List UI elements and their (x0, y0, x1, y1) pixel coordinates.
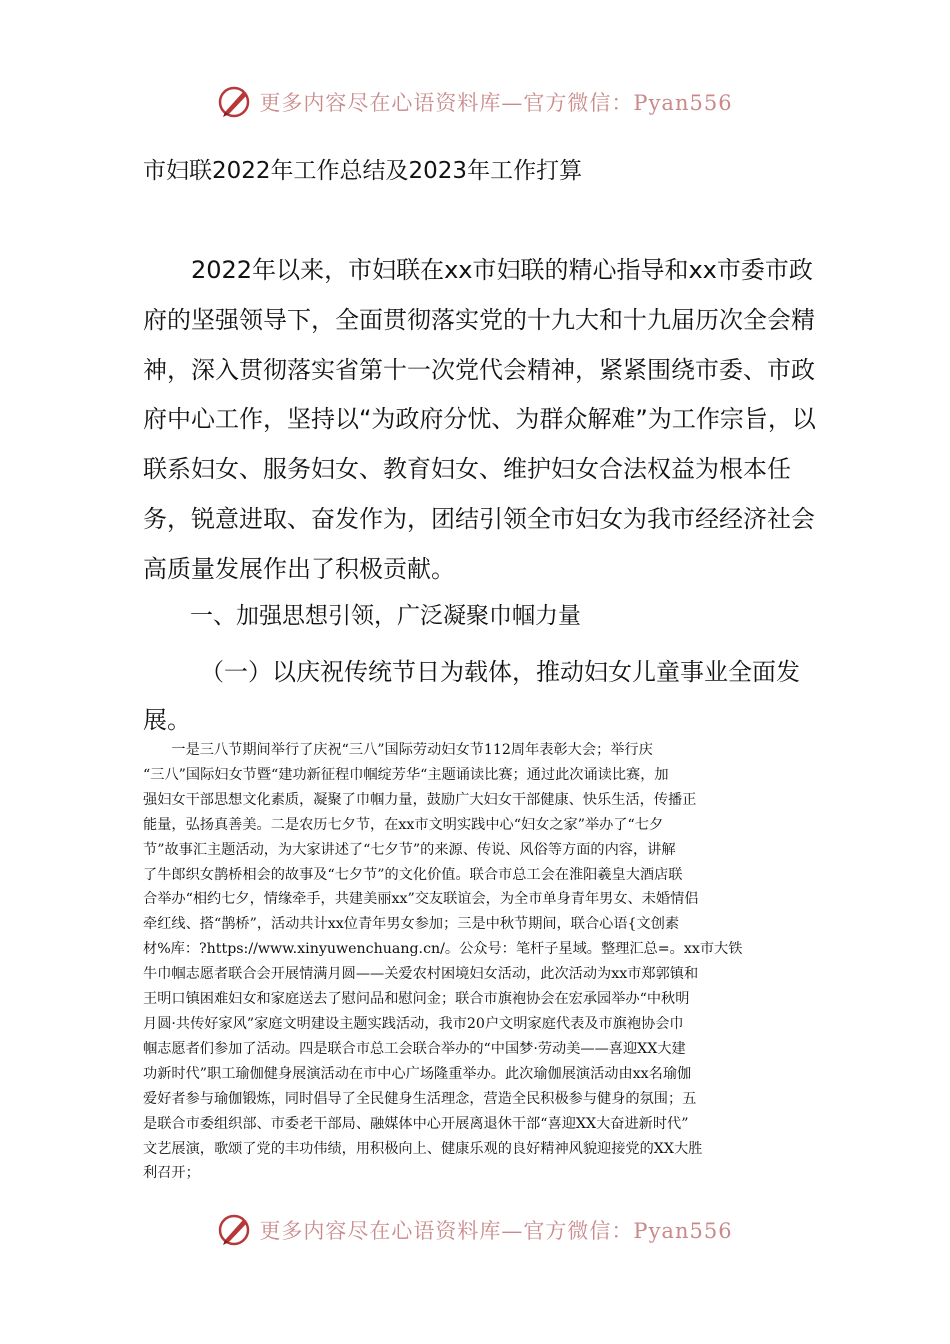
body-line: 王明口镇困难妇女和家庭送去了慰问品和慰问金；联合市旗袍协会在宏承园举办“中秋明 (143, 991, 690, 1008)
body-line: 是联合市委组织部、市委老干部局、融媒体中心开展离退休干部“喜迎XX大奋进新时代” (143, 1115, 689, 1132)
body-paragraph (143, 738, 807, 1186)
document-title: 市妇联2022年工作总结及2023年工作打算 (143, 158, 583, 184)
body-line: 利召开； (143, 1165, 200, 1182)
intro-paragraph-text: 2022年以来，市妇联在xx市妇联的精心指导和xx市委市政府的坚强领导下，全面贯彻落实党的十九大和十九届历次全会精神，深入贯彻落实省第十一次党代会精神，紧紧围绕市委、市政府中心工作，坚持以“为政府分忧、为群众解难”为工作宗旨，以联系妇女、服务妇女、教育妇女、维护妇女合法权益为根本任务，锐意进取、奋发作为，团结引领全市妇女为我市经经济社会高质量发展作出了积极贡献。 (143, 256, 816, 583)
body-line: “三八”国际妇女节暨“建功新征程巾帼绽芳华“主题诵读比赛；通过此次诵读比赛，加 (143, 766, 669, 783)
body-line: 爱好者参与瑜伽锻炼，同时倡导了全民健身生活理念，营造全民积极参与健身的氛围；五 (143, 1090, 697, 1107)
body-line: 强妇女干部思想文化素质，凝聚了巾帼力量，鼓励广大妇女干部健康、快乐生活，传播正 (143, 791, 697, 808)
body-line: 能量，弘扬真善美。二是农历七夕节，在xx市文明实践中心“妇女之家”举办了“七夕 (143, 816, 664, 833)
body-line: 月圆·共传好家风”家庭文明建设主题实践活动，我市20户文明家庭代表及市旗袍协会巾 (143, 1015, 684, 1032)
body-line: 合举办“相约七夕，情缘牵手，共建美丽xx”交友联谊会，为全市单身青年男女、未婚情侣 (143, 891, 699, 908)
intro-paragraph (143, 246, 823, 595)
body-line: 节”故事汇主题活动，为大家讲述了“七夕节”的来源、传说、风俗等方面的内容，讲解 (143, 841, 676, 858)
body-line: 一是三八节期间举行了庆祝“三八”国际劳动妇女节112周年表彰大会；举行庆 (143, 742, 653, 758)
banner-text: 更多内容尽在心语资料库—官方微信：Pyan556 (259, 91, 733, 115)
body-line: 了牛郎织女鹊桥相会的故事及“七夕节”的文化价值。联合市总工会在淮阳羲皇大酒店联 (143, 866, 683, 883)
subsection-heading: （一）以庆祝传统节日为载体，推动妇女儿童事业全面发展。 (143, 658, 800, 734)
body-line: 帼志愿者们参加了活动。四是联合市总工会联合举办的“中国梦·劳动美——喜迎XX大建 (143, 1040, 686, 1057)
header-watermark-banner (0, 80, 950, 124)
body-line: 材%库：?https://www.xinyuwenchuang.cn/。公众号：笔杆子星域。整理汇总=。xx市大铁 (143, 941, 743, 958)
body-line: 牛巾帼志愿者联合会开展情满月圆——关爱农村困境妇女活动，此次活动为xx市郑郭镇和 (143, 966, 699, 983)
banner-text: 更多内容尽在心语资料库—官方微信：Pyan556 (259, 1219, 733, 1243)
pen-logo-icon (217, 1212, 253, 1248)
footer-watermark-banner (0, 1208, 950, 1252)
pen-logo-icon (217, 84, 253, 120)
section-heading: 一、加强思想引领，广泛凝聚巾帼力量 (190, 603, 581, 629)
body-line: 文艺展演，歌颂了党的丰功伟绩，用积极向上、健康乐观的良好精神风貌迎接党的XX大胜 (143, 1140, 703, 1157)
body-line: 牵红线、搭“鹊桥”，活动共计xx位青年男女参加；三是中秋节期间，联合心语{文创素 (143, 916, 680, 933)
body-line: 功新时代”职工瑜伽健身展演活动在市中心广场隆重举办。此次瑜伽展演活动由xx名瑜伽 (143, 1065, 692, 1082)
